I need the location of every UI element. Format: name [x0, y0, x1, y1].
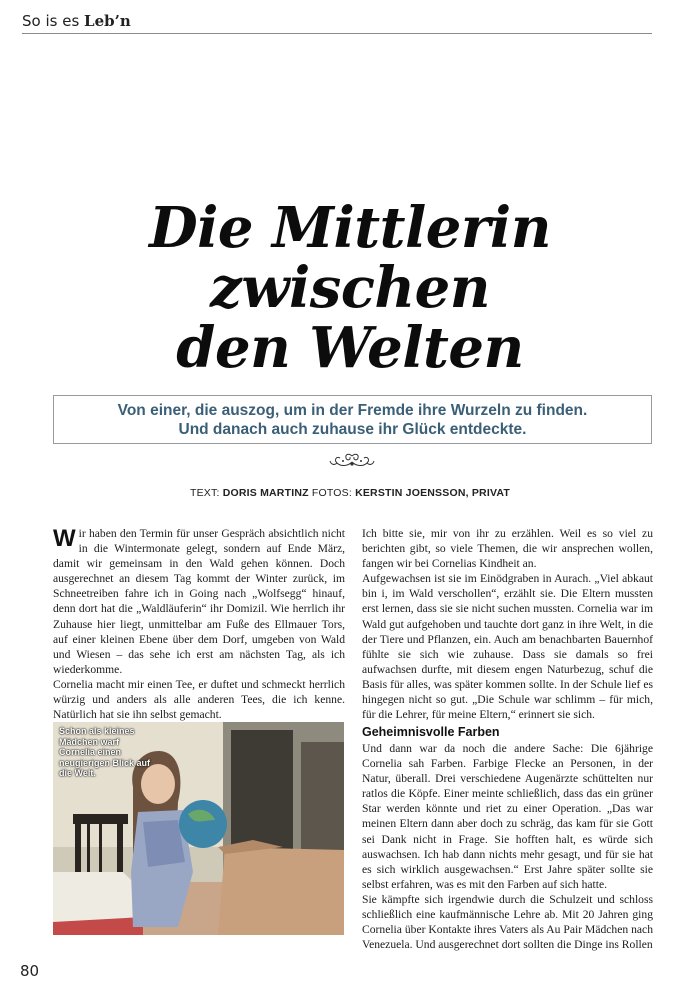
paragraph: Sie kämpfte sich irgendwie durch die Schulzeit und schloss schließlich eine kaufmännische Lehre ab. Mit 20 Jahren ging Cornelia über Kontakte ihres Vaters als Au Pair Mädchen nach Venezuela. Und ausgerechnet dort sollten die Dinge ins Rollen [362, 892, 653, 952]
page-number: 80 [20, 962, 40, 980]
ornament-icon [329, 452, 375, 470]
subtitle-line-2: Und danach auch zuhause ihr Glück entdeckte. [178, 421, 527, 438]
paragraph [53, 526, 345, 677]
text-column-1 [53, 526, 345, 722]
article-photo [53, 722, 344, 935]
subtitle-line-1: Von einer, die auszog, um in der Fremde ihre Wurzeln zu finden. [117, 402, 588, 419]
credit-text-label: TEXT: [189, 487, 220, 499]
text-column-3 [362, 724, 653, 952]
subtitle-box [53, 395, 652, 444]
section-brand: Leb’n [84, 12, 131, 30]
article-title [30, 195, 670, 381]
paragraph-text: ir haben den Termin für unser Gespräch absichtlich nicht in die Wintermonate gelegt, sondern auf Ende März, damit wir gemeinsam in den Wald gehen können. Doch ausgerechnet an diesem Tag kommt der Winter zurück, im Schneetreiben fahre ich in Going nach „Wolfsegg“ hinauf, denn dort hat die „Waldläuferin“ ihr Domizil. Wie herrlich ihr Zuhause hier liegt, unmittelbar am Fuße des Ellmauer Tors, auf einer kleinen Ebene über dem Dorf, umgeben von Wald und Wiesen – das sehe ich erst am nächsten Tag, als ich wiederkomme. [53, 527, 345, 676]
article-credits [0, 487, 700, 499]
paragraph: Ich bitte sie, mir von ihr zu erzählen. Weil es so viel zu berichten gibt, so viele Themen, die wir ansprechen wollen, fangen wir bei Cornelias Kindheit an. [362, 527, 653, 571]
credit-photo-authors: KERSTIN JOENSSON, PRIVAT [355, 487, 510, 499]
credit-text-author: DORIS MARTINZ [222, 487, 309, 499]
title-line-2: zwischen [210, 255, 490, 321]
paragraph: Aufgewachsen ist sie im Einödgraben in Aurach. „Viel abkaut bin i, im Wald verschollen“, erzählt sie. Die Eltern mussten erst lernen, dass sie sie nicht suchen mussten. Cornelia war im Wald gut aufgehoben und tauchte dort ganz in ihre Welt, in die der Tiere und Pflanzen, ein. Auch am benachbarten Bauernhof fühlte sie sich wie zuhause. Dass sie damals so frei aufwachsen durfte, mit diesem engen Naturbezug, schuf die Basis für alles, was später kommen sollte. In der Schule lief es hingegen nicht so gut. „Die Schule war schlimm – für mich, für die Lehrer, für meine Eltern,“ erinnert sie sich. [362, 572, 653, 722]
photo-caption: Schon als kleines Mädchen warf Cornelia einen neugierigen Blick auf die Welt. [59, 726, 151, 778]
drop-cap: W [53, 525, 76, 552]
section-prefix: So is es [22, 12, 80, 30]
title-line-3: den Welten [176, 315, 524, 381]
section-heading: Geheimnisvolle Farben [362, 725, 500, 739]
text-column-2 [362, 526, 653, 722]
paragraph: Und dann war da noch die andere Sache: Die 6jährige Cornelia sah Farben. Farbige Flecke an Personen, in der Natur, überall. Drei verschiedene Augenärzte schüttelten nur ratlos die Köpfe. Einer meinte schließlich, dass das ein grüner Star werden könnte und riet zu einer Operation. „Das war meinen Eltern dann aber doch zu schräg, das kam für sie Gott sei Dank nicht in Frage. Sie hofften halt, es würde sich auswachsen. Ich hab dann nichts mehr gesagt, und für sie hat es sich wirklich ausgewachsen.“ Erst Jahre später sollte sie selbst erfahren, was es mit den Farben auf sich hatte. [362, 742, 653, 891]
credit-photo-label: FOTOS: [311, 487, 352, 499]
paragraph: Cornelia macht mir einen Tee, er duftet und schmeckt herrlich würzig und anders als alle anderen Tees, die ich kenne. Natürlich hat sie ihn selbst gemacht. [53, 677, 345, 722]
section-header [22, 12, 652, 34]
section-label [22, 12, 131, 30]
title-line-1: Die Mittlerin [149, 195, 551, 261]
